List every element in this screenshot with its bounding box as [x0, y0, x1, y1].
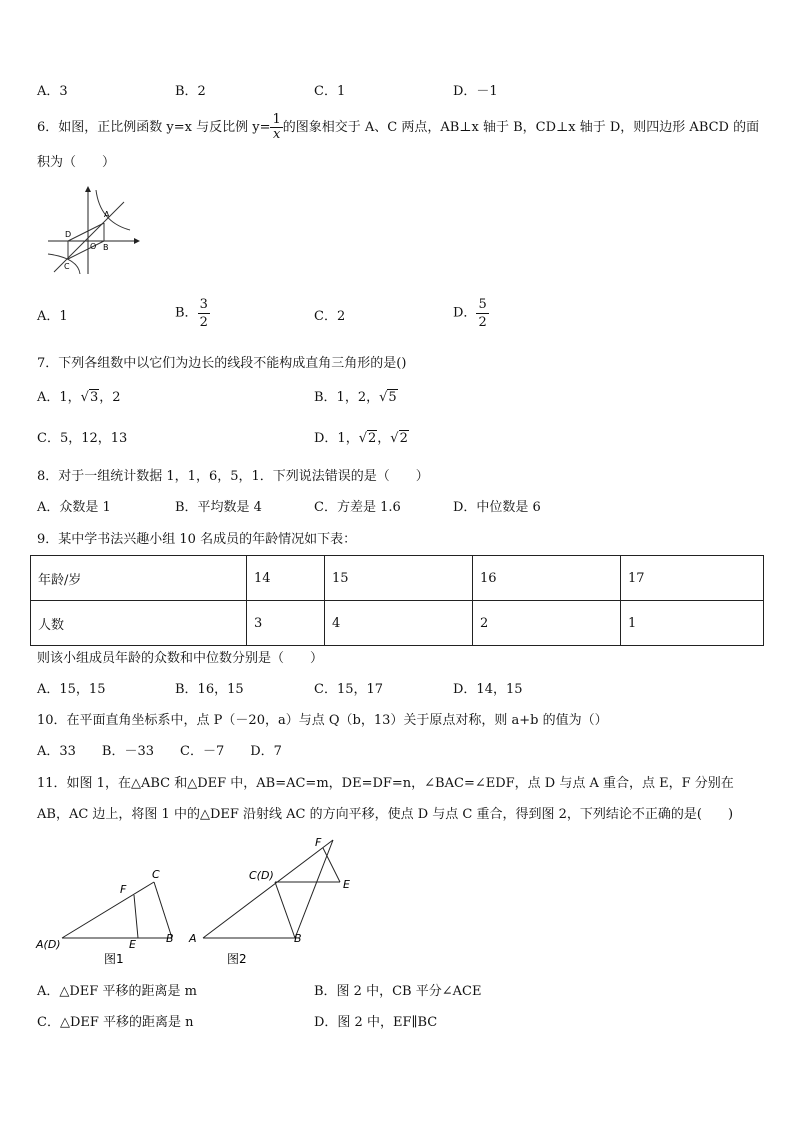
q6-option-b: B． $\frac{3}{2}$ [175, 297, 208, 330]
q5-option-b: B．2 [175, 84, 206, 99]
table-cell: 1 [621, 601, 764, 646]
q9-age-table [30, 555, 764, 646]
table-cell: 3 [247, 601, 325, 646]
q11-stem-line1: 11．如图 1，在△ABC 和△DEF 中，AB=AC=m，DE=DF=n，∠BAC=∠EDF，点 D 与点 A 重合，点 E，F 分别在 [37, 776, 734, 791]
sqrt-symbol: √3 [80, 390, 99, 405]
q6-label-a: A [104, 210, 110, 219]
q9-option-a: A．15，15 [37, 682, 106, 697]
table-cell: 14 [247, 556, 325, 601]
q9-option-c: C．15，17 [314, 682, 384, 697]
q11-figure-2 [185, 832, 360, 968]
table-cell: 年龄/岁 [31, 556, 247, 601]
q8-option-d: D．中位数是 6 [453, 500, 541, 515]
sqrt-symbol: √2 [390, 431, 408, 446]
q10-options: A．33 B．－33 C．－7 D．7 [37, 744, 282, 759]
fig1-caption: 图1 [104, 952, 124, 966]
q11-stem-line2: AB，AC 边上，将图 1 中的△DEF 沿射线 AC 的方向平移，使点 D 与点 C 重合，得到图 2，下列结论不正确的是( ) [37, 807, 734, 822]
q7-stem: 7．下列各组数中以它们为边长的线段不能构成直角三角形的是() [37, 356, 407, 371]
q9-question: 则该小组成员年龄的众数和中位数分别是（ ） [37, 651, 324, 666]
table-cell: 15 [325, 556, 473, 601]
q8-option-b: B．平均数是 4 [175, 500, 262, 515]
q9-option-d: D．14，15 [453, 682, 523, 697]
q6-option-c: C．2 [314, 309, 346, 324]
q6-fraction: $\frac{1}{x}$ [272, 112, 281, 142]
table-row [31, 601, 764, 646]
fig1-label-f: F [120, 883, 127, 896]
fig1-label-b: B [166, 932, 174, 945]
q8-option-c: C．方差是 1.6 [314, 500, 401, 515]
q6-stem-part1: 6．如图，正比例函数 y=x 与反比例 y= [37, 120, 271, 135]
table-cell: 2 [473, 601, 621, 646]
fig2-label-cd: C(D) [249, 869, 274, 882]
q7-option-a: A．1，√3，2 [37, 390, 121, 405]
fig2-label-f: F [315, 836, 322, 849]
q5-option-d: D．－1 [453, 84, 498, 99]
table-cell: 人数 [31, 601, 247, 646]
table-cell: 17 [621, 556, 764, 601]
q8-option-a: A．众数是 1 [37, 500, 111, 515]
fig2-label-e: E [343, 878, 350, 891]
fig1-label-e: E [129, 938, 136, 951]
fig1-label-ad: A(D) [36, 938, 61, 951]
fig2-caption: 图2 [227, 952, 247, 966]
q6-stem-part2: 的图象相交于 A、C 两点，AB⊥x 轴于 B，CD⊥x 轴于 D，则四边形 ABCD 的面 [282, 120, 760, 135]
q6-label-b: B [103, 243, 109, 252]
q6-label-c: C [64, 262, 70, 271]
q5-option-c: C．1 [314, 84, 346, 99]
table-cell: 4 [325, 601, 473, 646]
q11-option-c: C．△DEF 平移的距离是 n [37, 1015, 194, 1030]
fig2-label-b: B [294, 932, 302, 945]
fig1-label-c: C [152, 868, 160, 881]
sqrt-symbol: √5 [379, 390, 397, 405]
q6-stem-line2: 积为（ ） [37, 155, 116, 170]
q6-label-d: D [65, 230, 72, 239]
q6-option-d: D． $\frac{5}{2}$ [453, 297, 487, 330]
q5-option-a: A．3 [37, 84, 68, 99]
q7-option-b: B．1，2，√5 [314, 390, 397, 405]
sqrt-symbol: √2 [358, 431, 377, 446]
q11-figure-1 [34, 860, 184, 968]
q11-option-a: A．△DEF 平移的距离是 m [37, 984, 197, 999]
q6-label-o: O [90, 242, 97, 251]
q11-option-d: D．图 2 中，EF∥BC [314, 1015, 438, 1030]
q8-stem: 8．对于一组统计数据 1，1，6，5，1．下列说法错误的是（ ） [37, 469, 429, 484]
q7-option-d: D．1，√2，√2 [314, 431, 408, 446]
q10-stem: 10．在平面直角坐标系中，点 P（－20，a）与点 Q（b，13）关于原点对称，则 a+b 的值为（） [37, 713, 608, 728]
q6-figure [44, 186, 140, 276]
q11-option-b: B．图 2 中，CB 平分∠ACE [314, 984, 482, 999]
q6-stem [37, 113, 759, 142]
fig2-label-a: A [189, 932, 197, 945]
q6-option-a: A．1 [37, 309, 68, 324]
table-cell: 16 [473, 556, 621, 601]
table-row [31, 556, 764, 601]
q7-option-c: C．5，12，13 [37, 431, 128, 446]
q9-option-b: B．16，15 [175, 682, 244, 697]
q9-stem: 9．某中学书法兴趣小组 10 名成员的年龄情况如下表： [37, 532, 357, 547]
